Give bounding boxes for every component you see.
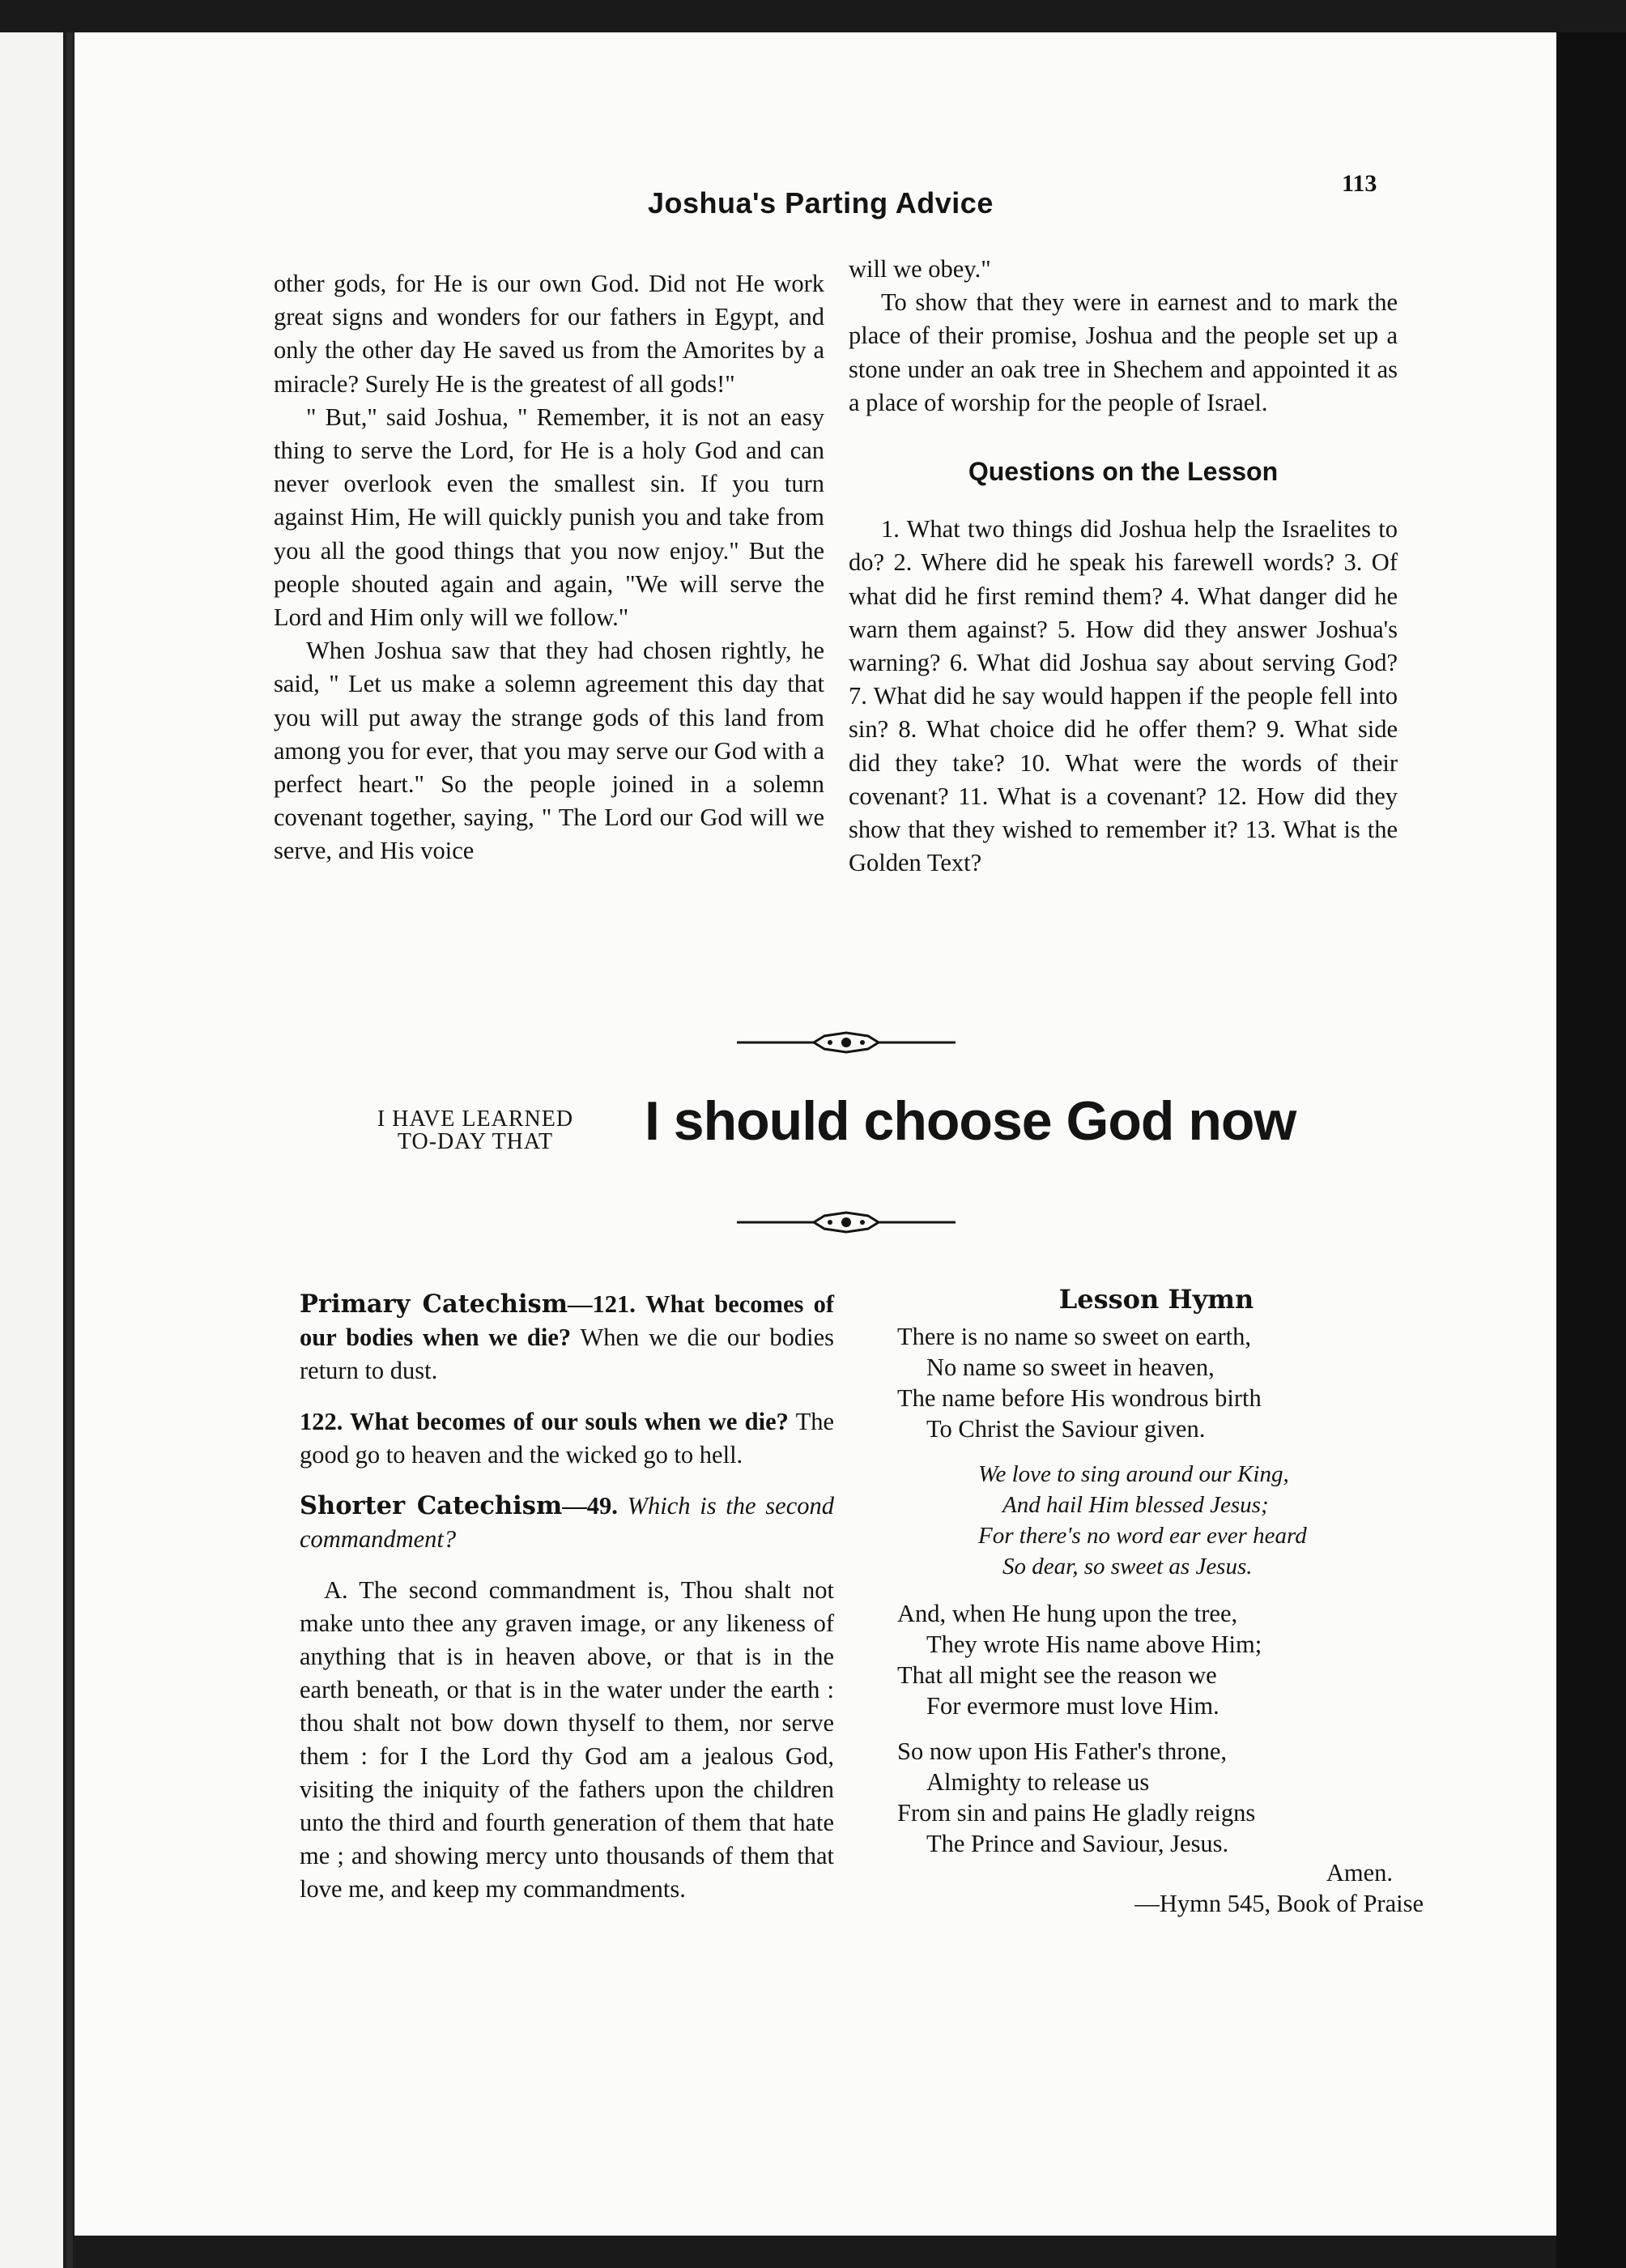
hymn-line: Almighty to release us [926, 1768, 1150, 1796]
body-paragraph: When Joshua saw that they had chosen rightly, he said, " Let us make a solemn agreement this day that you will put away the strange gods of this land from among you for ever, that you may serve our God with a perfect heart." So the people joined in a solemn covenant together, saying, " The Lord our God will we serve, and His voice [274, 637, 824, 865]
shorter-catechism-label: Shorter Catechism [300, 1491, 563, 1520]
body-paragraph: other gods, for He is our own God. Did not He work great signs and wonders for our fathers in Egypt, and only the other day He saved us from the Amorites by a miracle? Surely He is the greatest of all gods!" [274, 270, 824, 398]
hymn-line: For there's no word ear ever heard [978, 1523, 1307, 1549]
hymn-stanza [897, 1321, 1415, 1444]
book-spine [66, 32, 73, 2268]
lesson-motto: I should choose God now [645, 1090, 1296, 1152]
facing-page-edge [0, 32, 63, 2268]
lead-line: TO-DAY THAT [397, 1129, 554, 1154]
body-paragraph: will we obey." [849, 255, 991, 283]
hymn-line: The Prince and Saviour, Jesus. [926, 1830, 1229, 1857]
hymn-line: And, when He hung upon the tree, [897, 1600, 1238, 1627]
catechism-answer: When we die our bodies return to dust. [300, 1324, 835, 1384]
catechism-answer: A. The second commandment is, Thou shalt not make unto thee any graven image, or any likeness of anything that is in heaven above, or that is in the earth beneath, or that is in the water under the earth : thou shalt not bow down thyself to them, nor serve them : for I the Lord thy God am a jealous God, visiting the iniquity of the fathers upon the children unto the third and fourth generation of them that hate me ; and showing mercy unto thousands of them that love me, and keep my commandments. [300, 1576, 834, 1903]
hymn-title: Lesson Hymn [1058, 1284, 1254, 1315]
hymn-stanza [897, 1736, 1415, 1859]
hymn-line: So now upon His Father's throne, [897, 1737, 1228, 1765]
hymn-line: There is no name so sweet on earth, [897, 1323, 1252, 1350]
ornament-divider-icon [737, 1209, 956, 1236]
hymn-chorus [978, 1459, 1415, 1582]
catechism-question: 122. What becomes of our souls when we die? [300, 1408, 789, 1435]
body-paragraph: " But," said Joshua, " Remember, it is not an easy thing to serve the Lord, for He is a holy God and can never overlook even the smallest sin. If you turn against Him, He will quickly punish you and take from you all the good things that you now enjoy." But the people shouted again and again, "We will serve the Lord and Him only will we follow." [274, 403, 824, 632]
hymn-line: So dear, so sweet as Jesus. [1002, 1554, 1253, 1580]
hymn-line: To Christ the Saviour given. [926, 1415, 1206, 1443]
ornament-divider-icon [737, 1029, 956, 1056]
hymn-line: We love to sing around our King, [978, 1461, 1289, 1487]
questions-heading: Questions on the Lesson [968, 457, 1279, 487]
catechism-question: Which is the second commandment? [300, 1492, 834, 1553]
page-border [1556, 32, 1626, 2268]
hymn-amen: Amen. [1326, 1859, 1393, 1886]
hymn-line: From sin and pains He gladly reigns [897, 1799, 1256, 1827]
catechism-question: What becomes of our bodies when we die? [300, 1290, 835, 1351]
hymn-line: The name before His wondrous birth [897, 1384, 1262, 1412]
primary-catechism-label: Primary Catechism [300, 1290, 568, 1319]
lead-line: I HAVE LEARNED [377, 1106, 574, 1132]
page-number: 113 [1342, 170, 1377, 197]
hymn-line: For evermore must love Him. [926, 1692, 1220, 1720]
running-title: Joshua's Parting Advice [648, 186, 994, 220]
body-paragraph: To show that they were in earnest and to mark the place of their promise, Joshua and the people set up a stone under an oak tree in Shechem and appointed it as a place of worship for the people of Israel. [849, 288, 1398, 416]
catechism-section [300, 1288, 834, 1924]
hymn-stanza [897, 1598, 1415, 1721]
lesson-hymn [897, 1284, 1424, 1919]
hymn-line: That all might see the reason we [897, 1661, 1217, 1689]
left-column [274, 267, 824, 868]
hymn-source: —Hymn 545, Book of Praise [1134, 1890, 1424, 1917]
primary-catechism [300, 1288, 834, 1388]
catechism-answer: The good go to heaven and the wicked go to hell. [300, 1408, 835, 1469]
lesson-lead-in [342, 1108, 609, 1153]
hymn-line: No name so sweet in heaven, [926, 1354, 1215, 1381]
hymn-line: And hail Him blessed Jesus; [1002, 1492, 1269, 1518]
shorter-catechism-number: —49. [562, 1492, 618, 1520]
primary-catechism-2 [300, 1405, 834, 1472]
shorter-catechism [300, 1490, 834, 1556]
right-column [849, 253, 1398, 880]
hymn-line: They wrote His name above Him; [926, 1631, 1262, 1658]
questions-list: 1. What two things did Joshua help the Israelites to do? 2. Where did he speak his farewell words? 3. Of what did he first remind them? 4. What danger did he warn them against? 5. How did they answer Joshua's warning? 6. What did Joshua say about serving God? 7. What did he say would happen if the people fell into sin? 8. What choice did he offer them? 9. What side did they take? 10. What were the words of their covenant? 11. What is a covenant? 12. How did they show that they wished to remember it? 13. What is the Golden Text? [849, 515, 1398, 877]
primary-catechism-number: —121. [567, 1290, 636, 1318]
